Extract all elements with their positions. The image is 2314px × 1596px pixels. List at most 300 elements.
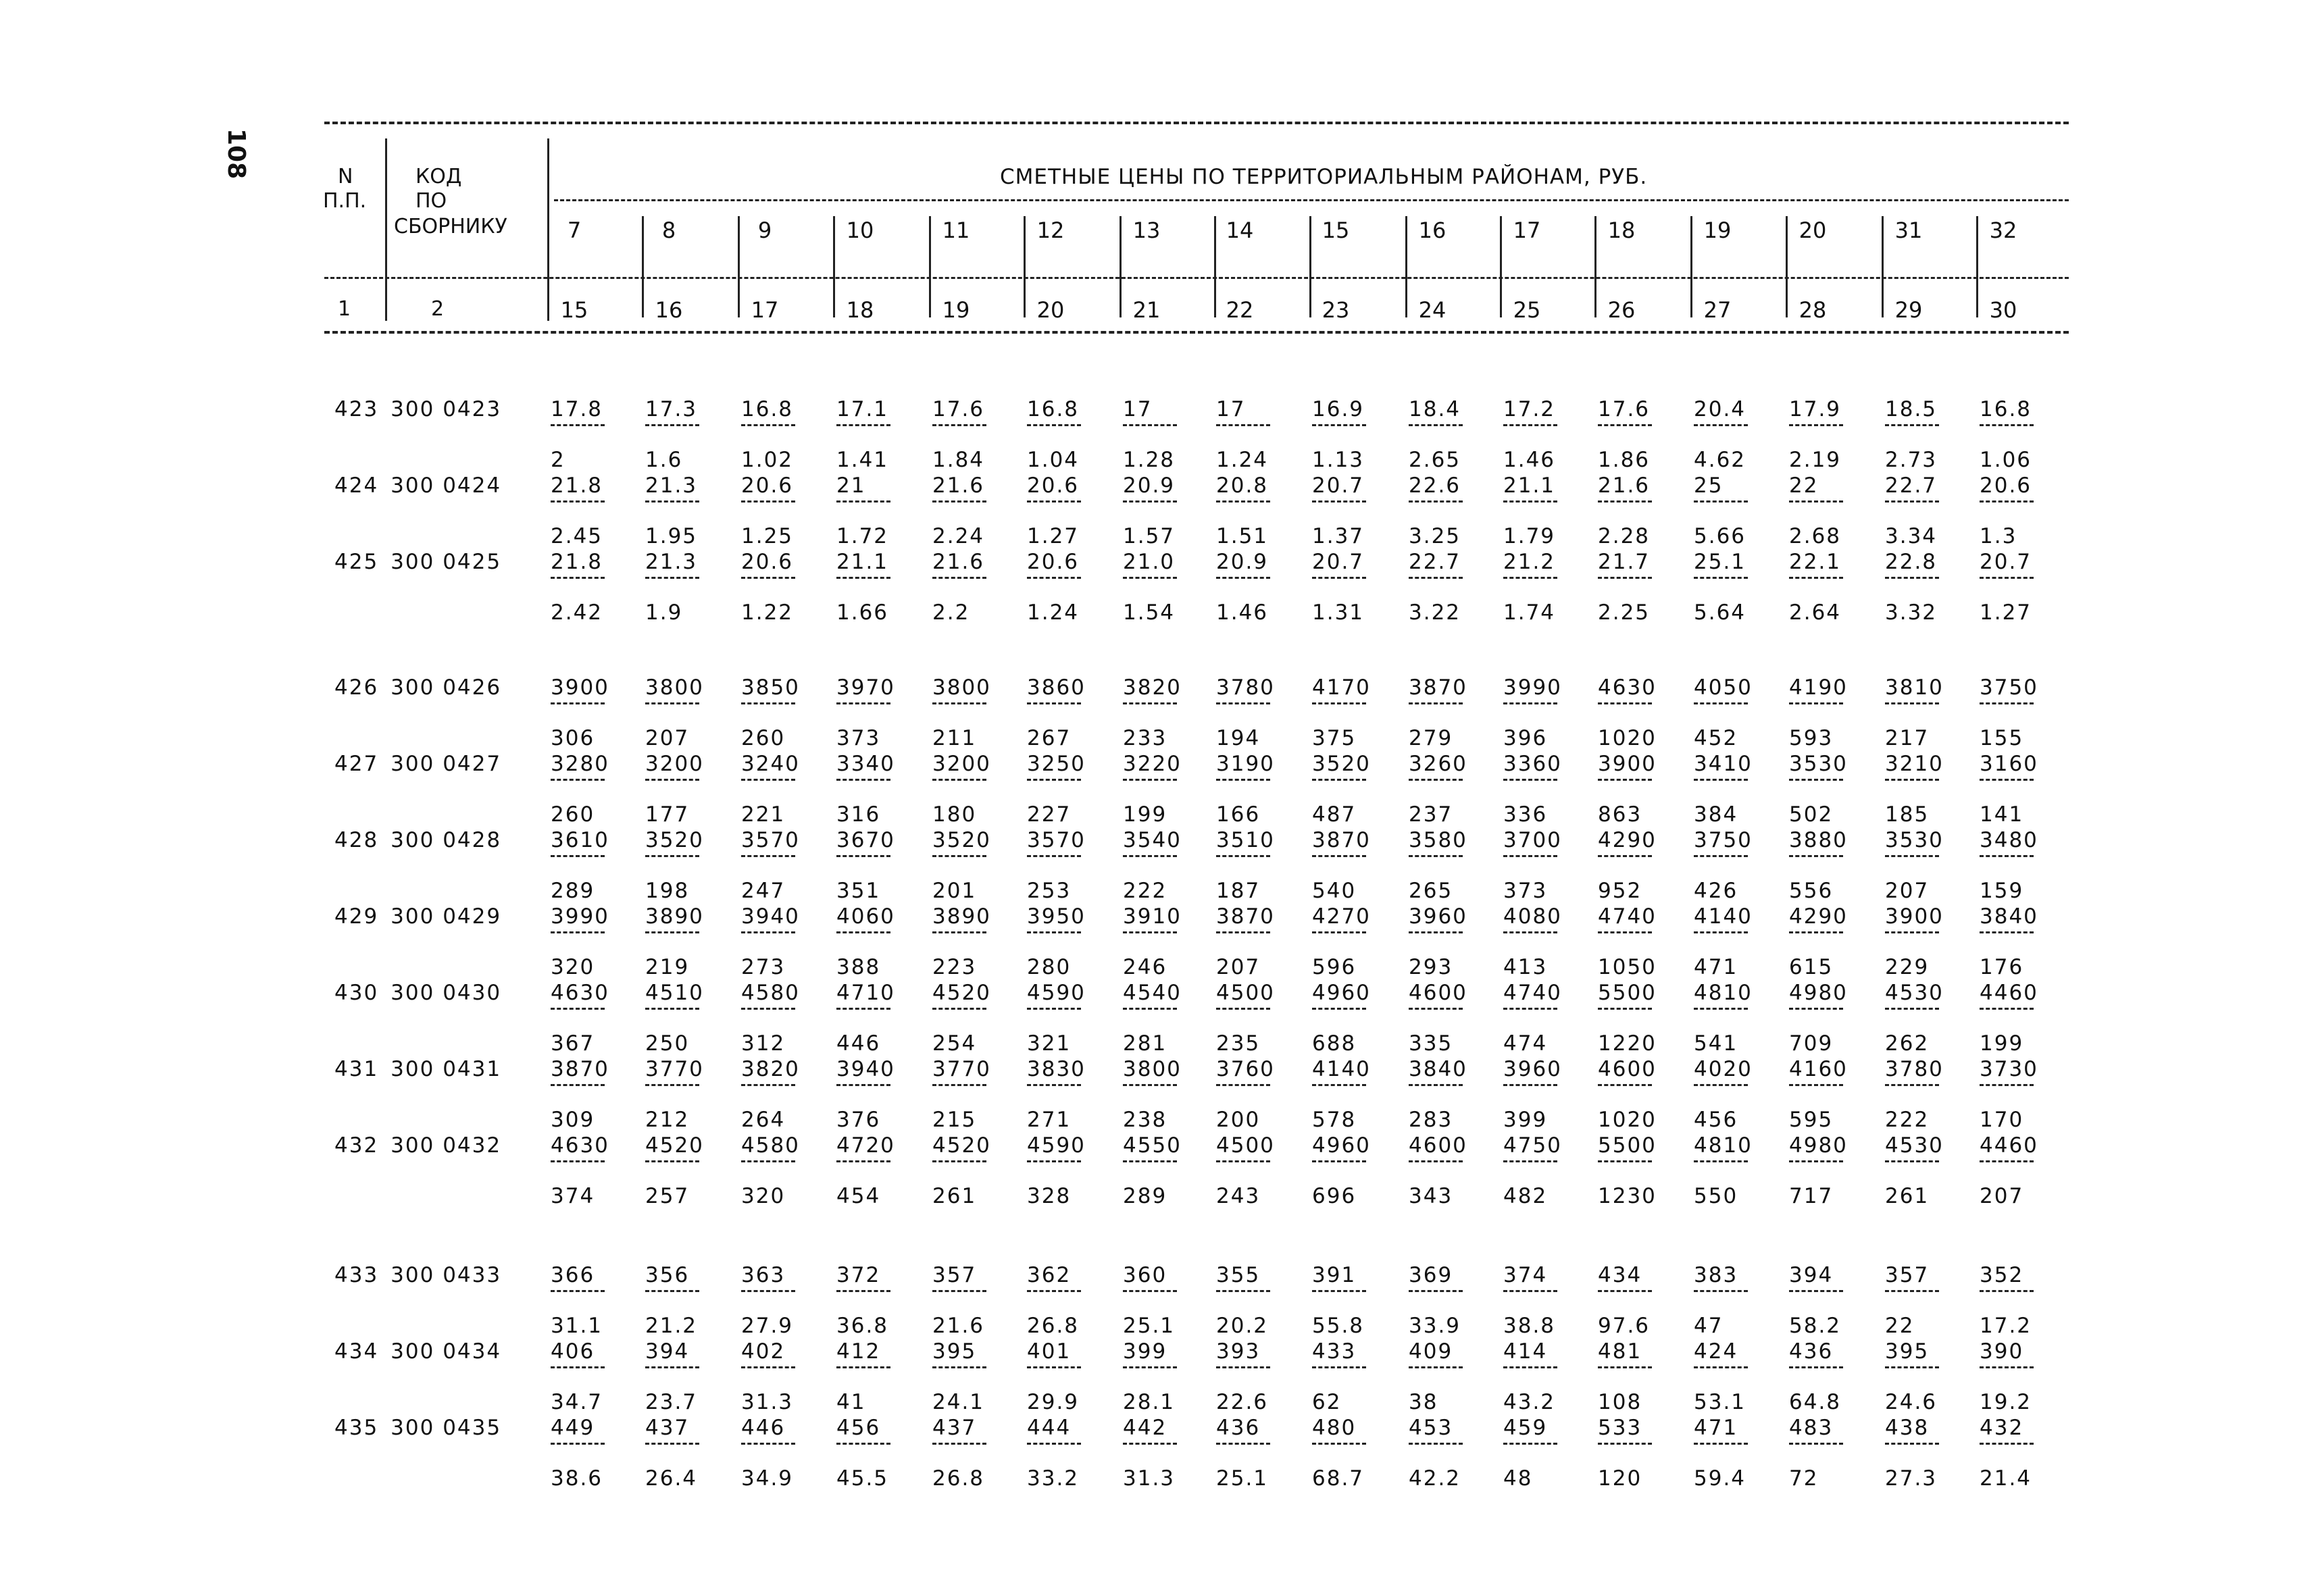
table-cell: 201 bbox=[932, 879, 977, 903]
header-separator bbox=[833, 216, 835, 317]
fraction-bar bbox=[1123, 855, 1177, 857]
fraction-bar bbox=[1312, 855, 1366, 857]
fraction-bar bbox=[1216, 424, 1270, 426]
fraction-bar bbox=[741, 855, 795, 857]
table-cell: 293 bbox=[1409, 955, 1453, 979]
table-cell: 1.04 bbox=[1027, 448, 1080, 472]
table-cell: 21.3 bbox=[645, 550, 698, 574]
table-cell: 3160 bbox=[1980, 752, 2038, 776]
fraction-bar bbox=[932, 577, 986, 579]
table-cell: 200 bbox=[1216, 1108, 1261, 1132]
fraction-bar bbox=[1312, 702, 1366, 704]
fraction-bar bbox=[1694, 1008, 1748, 1010]
table-cell: 3530 bbox=[1885, 828, 1944, 852]
table-cell: 108 bbox=[1598, 1390, 1642, 1414]
fraction-bar bbox=[1312, 1443, 1366, 1445]
table-cell: 267 bbox=[1027, 726, 1072, 750]
header-separator bbox=[1786, 216, 1788, 317]
table-cell: 1.13 bbox=[1312, 448, 1365, 472]
table-cell: 1.57 bbox=[1123, 524, 1176, 548]
table-cell: 17.2 bbox=[1980, 1314, 2032, 1338]
fraction-bar bbox=[1694, 779, 1748, 781]
fraction-bar bbox=[1216, 1443, 1270, 1445]
fraction-bar bbox=[1409, 577, 1463, 579]
table-cell: 3.25 bbox=[1409, 524, 1461, 548]
fraction-bar bbox=[1123, 500, 1177, 503]
fraction-bar bbox=[836, 1366, 890, 1368]
table-cell: 3840 bbox=[1980, 904, 2038, 929]
table-cell: 595 bbox=[1789, 1108, 1834, 1132]
table-cell: 31.3 bbox=[1123, 1466, 1176, 1491]
fraction-bar bbox=[551, 855, 605, 857]
table-cell: 176 bbox=[1980, 955, 2024, 979]
fraction-bar bbox=[1980, 779, 2034, 781]
table-cell: 4600 bbox=[1409, 1133, 1467, 1158]
table-cell: 3820 bbox=[741, 1057, 800, 1081]
table-cell: 4580 bbox=[741, 981, 800, 1005]
table-cell: 3880 bbox=[1789, 828, 1848, 852]
fraction-bar bbox=[932, 1443, 986, 1445]
table-cell: 3800 bbox=[1123, 1057, 1182, 1081]
fraction-bar bbox=[1312, 1008, 1366, 1010]
table-cell: 373 bbox=[1503, 879, 1548, 903]
table-cell: 261 bbox=[1885, 1184, 1930, 1208]
table-cell: 1.31 bbox=[1312, 600, 1365, 625]
fraction-bar bbox=[1789, 1443, 1843, 1445]
row-number: 433 bbox=[334, 1263, 379, 1287]
fraction-bar bbox=[932, 779, 986, 781]
table-cell: 363 bbox=[741, 1263, 786, 1287]
table-cell: 4140 bbox=[1312, 1057, 1371, 1081]
row-label bbox=[334, 550, 510, 574]
table-cell: 483 bbox=[1789, 1416, 1834, 1440]
table-cell: 2.28 bbox=[1598, 524, 1651, 548]
header-separator bbox=[1309, 216, 1311, 317]
fraction-bar bbox=[741, 1290, 795, 1292]
table-cell: 578 bbox=[1312, 1108, 1357, 1132]
table-cell: 474 bbox=[1503, 1031, 1548, 1056]
table-cell: 207 bbox=[1885, 879, 1930, 903]
table-cell: 22.7 bbox=[1409, 550, 1461, 574]
fraction-bar bbox=[1885, 931, 1939, 933]
table-cell: 452 bbox=[1694, 726, 1738, 750]
table-cell: 29.9 bbox=[1027, 1390, 1080, 1414]
table-cell: 1.25 bbox=[741, 524, 794, 548]
column-index-header: 22 bbox=[1226, 297, 1254, 323]
fraction-bar bbox=[1598, 424, 1652, 426]
row-label bbox=[334, 1057, 510, 1081]
table-cell: 33.2 bbox=[1027, 1466, 1080, 1491]
table-cell: 2 bbox=[551, 448, 565, 472]
table-cell: 437 bbox=[645, 1416, 690, 1440]
table-cell: 4960 bbox=[1312, 1133, 1371, 1158]
table-cell: 4580 bbox=[741, 1133, 800, 1158]
table-cell: 456 bbox=[836, 1416, 881, 1440]
fraction-bar bbox=[1789, 1008, 1843, 1010]
column-index-header: 18 bbox=[846, 297, 874, 323]
table-cell: 16.8 bbox=[1980, 397, 2032, 421]
table-cell: 3890 bbox=[932, 904, 991, 929]
table-cell: 199 bbox=[1123, 802, 1167, 827]
table-cell: 4530 bbox=[1885, 1133, 1944, 1158]
table-cell: 399 bbox=[1123, 1339, 1167, 1364]
table-cell: 53.1 bbox=[1694, 1390, 1746, 1414]
table-cell: 3610 bbox=[551, 828, 609, 852]
table-cell: 22.8 bbox=[1885, 550, 1938, 574]
table-cell: 4540 bbox=[1123, 981, 1182, 1005]
fraction-bar bbox=[1503, 1290, 1557, 1292]
table-cell: 22.7 bbox=[1885, 473, 1938, 498]
table-cell: 433 bbox=[1312, 1339, 1357, 1364]
header-pp-label: П.П. bbox=[323, 189, 367, 213]
table-cell: 273 bbox=[741, 955, 786, 979]
fraction-bar bbox=[551, 1443, 605, 1445]
table-cell: 238 bbox=[1123, 1108, 1167, 1132]
table-cell: 16.8 bbox=[1027, 397, 1080, 421]
table-cell: 863 bbox=[1598, 802, 1642, 827]
table-cell: 3360 bbox=[1503, 752, 1562, 776]
table-cell: 4520 bbox=[932, 981, 991, 1005]
table-cell: 97.6 bbox=[1598, 1314, 1651, 1338]
row-number: 432 bbox=[334, 1133, 379, 1158]
table-cell: 2.2 bbox=[932, 600, 970, 625]
fraction-bar bbox=[645, 577, 699, 579]
row-code: 300 0430 bbox=[391, 981, 502, 1005]
table-cell: 1.72 bbox=[836, 524, 889, 548]
fraction-bar bbox=[1694, 500, 1748, 503]
table-cell: 4810 bbox=[1694, 1133, 1753, 1158]
table-cell: 257 bbox=[645, 1184, 690, 1208]
table-cell: 260 bbox=[551, 802, 595, 827]
fraction-bar bbox=[1027, 577, 1081, 579]
table-cell: 373 bbox=[836, 726, 881, 750]
fraction-bar bbox=[1885, 1443, 1939, 1445]
table-cell: 22.6 bbox=[1216, 1390, 1269, 1414]
table-cell: 185 bbox=[1885, 802, 1930, 827]
fraction-bar bbox=[741, 1008, 795, 1010]
table-cell: 1.02 bbox=[741, 448, 794, 472]
table-cell: 446 bbox=[836, 1031, 881, 1056]
column-index-header: 17 bbox=[751, 297, 779, 323]
table-cell: 336 bbox=[1503, 802, 1548, 827]
row-number: 424 bbox=[334, 473, 379, 498]
table-cell: 362 bbox=[1027, 1263, 1072, 1287]
table-cell: 222 bbox=[1885, 1108, 1930, 1132]
row-label bbox=[334, 981, 510, 1005]
table-cell: 436 bbox=[1789, 1339, 1834, 1364]
fraction-bar bbox=[1216, 855, 1270, 857]
fraction-bar bbox=[1885, 702, 1939, 704]
table-cell: 3970 bbox=[836, 675, 895, 700]
table-cell: 3.32 bbox=[1885, 600, 1938, 625]
table-cell: 4630 bbox=[1598, 675, 1657, 700]
table-cell: 390 bbox=[1980, 1339, 2024, 1364]
table-cell: 207 bbox=[1216, 955, 1261, 979]
table-cell: 367 bbox=[551, 1031, 595, 1056]
fraction-bar bbox=[1885, 577, 1939, 579]
table-cell: 4460 bbox=[1980, 1133, 2038, 1158]
table-cell: 27.9 bbox=[741, 1314, 794, 1338]
fraction-bar bbox=[1123, 1366, 1177, 1368]
table-cell: 540 bbox=[1312, 879, 1357, 903]
table-cell: 434 bbox=[1598, 1263, 1642, 1287]
fraction-bar bbox=[1503, 500, 1557, 503]
table-cell: 3870 bbox=[1409, 675, 1467, 700]
table-cell: 3750 bbox=[1694, 828, 1753, 852]
table-cell: 409 bbox=[1409, 1339, 1453, 1364]
table-cell: 1.41 bbox=[836, 448, 889, 472]
table-cell: 20.9 bbox=[1216, 550, 1269, 574]
row-code: 300 0425 bbox=[391, 550, 502, 574]
fraction-bar bbox=[1885, 1008, 1939, 1010]
fraction-bar bbox=[1885, 1160, 1939, 1162]
table-cell: 265 bbox=[1409, 879, 1453, 903]
header-separator bbox=[1024, 216, 1026, 317]
fraction-bar bbox=[1503, 1366, 1557, 1368]
table-cell: 28.1 bbox=[1123, 1390, 1176, 1414]
table-cell: 4500 bbox=[1216, 1133, 1275, 1158]
fraction-bar bbox=[1123, 1443, 1177, 1445]
table-cell: 4630 bbox=[551, 981, 609, 1005]
fraction-bar bbox=[1503, 855, 1557, 857]
column-index-header: 29 bbox=[1894, 297, 1923, 323]
table-cell: 4590 bbox=[1027, 981, 1086, 1005]
table-cell: 17.8 bbox=[551, 397, 603, 421]
table-cell: 212 bbox=[645, 1108, 690, 1132]
fraction-bar bbox=[836, 500, 890, 503]
fraction-bar bbox=[1123, 1008, 1177, 1010]
fraction-bar bbox=[551, 424, 605, 426]
table-cell: 166 bbox=[1216, 802, 1261, 827]
table-cell: 45.5 bbox=[836, 1466, 889, 1491]
table-cell: 482 bbox=[1503, 1184, 1548, 1208]
table-cell: 25 bbox=[1694, 473, 1724, 498]
region-number-header: 12 bbox=[1036, 217, 1065, 243]
table-cell: 3.34 bbox=[1885, 524, 1938, 548]
table-cell: 24.6 bbox=[1885, 1390, 1938, 1414]
table-cell: 3870 bbox=[1216, 904, 1275, 929]
table-cell: 3770 bbox=[932, 1057, 991, 1081]
row-code: 300 0427 bbox=[391, 752, 502, 776]
table-cell: 696 bbox=[1312, 1184, 1357, 1208]
fraction-bar bbox=[1789, 500, 1843, 503]
table-cell: 688 bbox=[1312, 1031, 1357, 1056]
fraction-bar bbox=[1216, 931, 1270, 933]
table-cell: 5.64 bbox=[1694, 600, 1746, 625]
table-cell: 3940 bbox=[836, 1057, 895, 1081]
table-cell: 1.24 bbox=[1027, 600, 1080, 625]
fraction-bar bbox=[1503, 931, 1557, 933]
table-cell: 199 bbox=[1980, 1031, 2024, 1056]
table-cell: 343 bbox=[1409, 1184, 1453, 1208]
page-number: 108 bbox=[222, 128, 250, 180]
table-cell: 237 bbox=[1409, 802, 1453, 827]
table-cell: 254 bbox=[932, 1031, 977, 1056]
fraction-bar bbox=[1312, 779, 1366, 781]
table-title: СМЕТНЫЕ ЦЕНЫ ПО ТЕРРИТОРИАЛЬНЫМ РАЙОНАМ, РУБ. bbox=[1000, 165, 1648, 189]
table-cell: 533 bbox=[1598, 1416, 1642, 1440]
table-cell: 355 bbox=[1216, 1263, 1261, 1287]
table-cell: 444 bbox=[1027, 1416, 1072, 1440]
fraction-bar bbox=[1789, 424, 1843, 426]
fraction-bar bbox=[1312, 1290, 1366, 1292]
table-cell: 24.1 bbox=[932, 1390, 985, 1414]
fraction-bar bbox=[1503, 1008, 1557, 1010]
table-cell: 3990 bbox=[551, 904, 609, 929]
table-cell: 4290 bbox=[1598, 828, 1657, 852]
table-cell: 2.45 bbox=[551, 524, 603, 548]
fraction-bar bbox=[1980, 1366, 2034, 1368]
fraction-bar bbox=[1503, 702, 1557, 704]
table-cell: 3280 bbox=[551, 752, 609, 776]
table-cell: 366 bbox=[551, 1263, 595, 1287]
table-cell: 1.95 bbox=[645, 524, 698, 548]
fraction-bar bbox=[1312, 424, 1366, 426]
fraction-bar bbox=[1312, 577, 1366, 579]
fraction-bar bbox=[1027, 702, 1081, 704]
table-cell: 4530 bbox=[1885, 981, 1944, 1005]
fraction-bar bbox=[932, 855, 986, 857]
table-cell: 3190 bbox=[1216, 752, 1275, 776]
fraction-bar bbox=[1789, 1084, 1843, 1086]
fraction-bar bbox=[1027, 1366, 1081, 1368]
fraction-bar bbox=[836, 1290, 890, 1292]
fraction-bar bbox=[1123, 702, 1177, 704]
fraction-bar bbox=[1503, 1160, 1557, 1162]
header-separator bbox=[1120, 216, 1122, 317]
table-cell: 4080 bbox=[1503, 904, 1562, 929]
fraction-bar bbox=[932, 702, 986, 704]
fraction-bar bbox=[1789, 1290, 1843, 1292]
table-cell: 3220 bbox=[1123, 752, 1182, 776]
table-cell: 5.66 bbox=[1694, 524, 1746, 548]
table-cell: 20.7 bbox=[1312, 473, 1365, 498]
table-cell: 20.2 bbox=[1216, 1314, 1269, 1338]
fraction-bar bbox=[1598, 500, 1652, 503]
table-cell: 229 bbox=[1885, 955, 1930, 979]
table-cell: 412 bbox=[836, 1339, 881, 1364]
table-cell: 357 bbox=[932, 1263, 977, 1287]
table-cell: 3520 bbox=[1312, 752, 1371, 776]
column-index-header: 23 bbox=[1322, 297, 1350, 323]
table-cell: 4600 bbox=[1598, 1057, 1657, 1081]
table-cell: 3990 bbox=[1503, 675, 1562, 700]
table-cell: 401 bbox=[1027, 1339, 1072, 1364]
fraction-bar bbox=[645, 1084, 699, 1086]
table-cell: 4980 bbox=[1789, 1133, 1848, 1158]
row-number: 431 bbox=[334, 1057, 379, 1081]
region-number-header: 20 bbox=[1799, 217, 1827, 243]
table-cell: 383 bbox=[1694, 1263, 1738, 1287]
fraction-bar bbox=[1598, 1443, 1652, 1445]
table-cell: 309 bbox=[551, 1108, 595, 1132]
fraction-bar bbox=[1409, 855, 1463, 857]
table-cell: 471 bbox=[1694, 955, 1738, 979]
table-cell: 59.4 bbox=[1694, 1466, 1746, 1491]
fraction-bar bbox=[1503, 1443, 1557, 1445]
fraction-bar bbox=[645, 1366, 699, 1368]
col-index-2: 2 bbox=[431, 297, 445, 321]
table-cell: 502 bbox=[1789, 802, 1834, 827]
table-cell: 3520 bbox=[932, 828, 991, 852]
table-cell: 198 bbox=[645, 879, 690, 903]
fraction-bar bbox=[1027, 931, 1081, 933]
header-separator bbox=[1882, 216, 1884, 317]
table-cell: 1.46 bbox=[1503, 448, 1556, 472]
table-cell: 456 bbox=[1694, 1108, 1738, 1132]
header-po-label: ПО bbox=[416, 189, 447, 213]
region-number-header: 18 bbox=[1607, 217, 1636, 243]
table-cell: 221 bbox=[741, 802, 786, 827]
table-cell: 219 bbox=[645, 955, 690, 979]
table-cell: 5500 bbox=[1598, 1133, 1657, 1158]
table-cell: 247 bbox=[741, 879, 786, 903]
fraction-bar bbox=[1409, 1366, 1463, 1368]
fraction-bar bbox=[1123, 577, 1177, 579]
table-cell: 3240 bbox=[741, 752, 800, 776]
table-cell: 1.27 bbox=[1027, 524, 1080, 548]
table-cell: 55.8 bbox=[1312, 1314, 1365, 1338]
table-cell: 352 bbox=[1980, 1263, 2024, 1287]
table-cell: 38.6 bbox=[551, 1466, 603, 1491]
table-cell: 22 bbox=[1789, 473, 1819, 498]
region-number-header: 7 bbox=[567, 217, 582, 243]
fraction-bar bbox=[1216, 1290, 1270, 1292]
fraction-bar bbox=[645, 779, 699, 781]
table-cell: 3700 bbox=[1503, 828, 1562, 852]
table-cell: 38 bbox=[1409, 1390, 1438, 1414]
table-cell: 3760 bbox=[1216, 1057, 1275, 1081]
column-index-header: 24 bbox=[1418, 297, 1447, 323]
fraction-bar bbox=[551, 1084, 605, 1086]
table-cell: 20.6 bbox=[1027, 473, 1080, 498]
table-cell: 18.4 bbox=[1409, 397, 1461, 421]
table-cell: 4520 bbox=[932, 1133, 991, 1158]
table-cell: 283 bbox=[1409, 1108, 1453, 1132]
table-cell: 27.3 bbox=[1885, 1466, 1938, 1491]
table-cell: 271 bbox=[1027, 1108, 1072, 1132]
table-cell: 437 bbox=[932, 1416, 977, 1440]
table-cell: 34.7 bbox=[551, 1390, 603, 1414]
fraction-bar bbox=[1312, 1084, 1366, 1086]
table-cell: 207 bbox=[1980, 1184, 2024, 1208]
fraction-bar bbox=[1027, 855, 1081, 857]
fraction-bar bbox=[1980, 424, 2034, 426]
table-cell: 1.28 bbox=[1123, 448, 1176, 472]
fraction-bar bbox=[1980, 1160, 2034, 1162]
table-cell: 250 bbox=[645, 1031, 690, 1056]
table-cell: 42.2 bbox=[1409, 1466, 1461, 1491]
table-cell: 394 bbox=[645, 1339, 690, 1364]
table-cell: 21.7 bbox=[1598, 550, 1651, 574]
table-cell: 4520 bbox=[645, 1133, 704, 1158]
fraction-bar bbox=[932, 1366, 986, 1368]
table-cell: 31.1 bbox=[551, 1314, 603, 1338]
table-cell: 413 bbox=[1503, 955, 1548, 979]
fraction-bar bbox=[1409, 702, 1463, 704]
table-cell: 1.6 bbox=[645, 448, 683, 472]
table-cell: 3850 bbox=[741, 675, 800, 700]
column-index-header: 27 bbox=[1703, 297, 1732, 323]
fraction-bar bbox=[551, 779, 605, 781]
table-cell: 1.54 bbox=[1123, 600, 1176, 625]
fraction-bar bbox=[1789, 855, 1843, 857]
fraction-bar bbox=[741, 702, 795, 704]
table-cell: 3780 bbox=[1216, 675, 1275, 700]
fraction-bar bbox=[645, 424, 699, 426]
fraction-bar bbox=[551, 500, 605, 503]
table-cell: 177 bbox=[645, 802, 690, 827]
